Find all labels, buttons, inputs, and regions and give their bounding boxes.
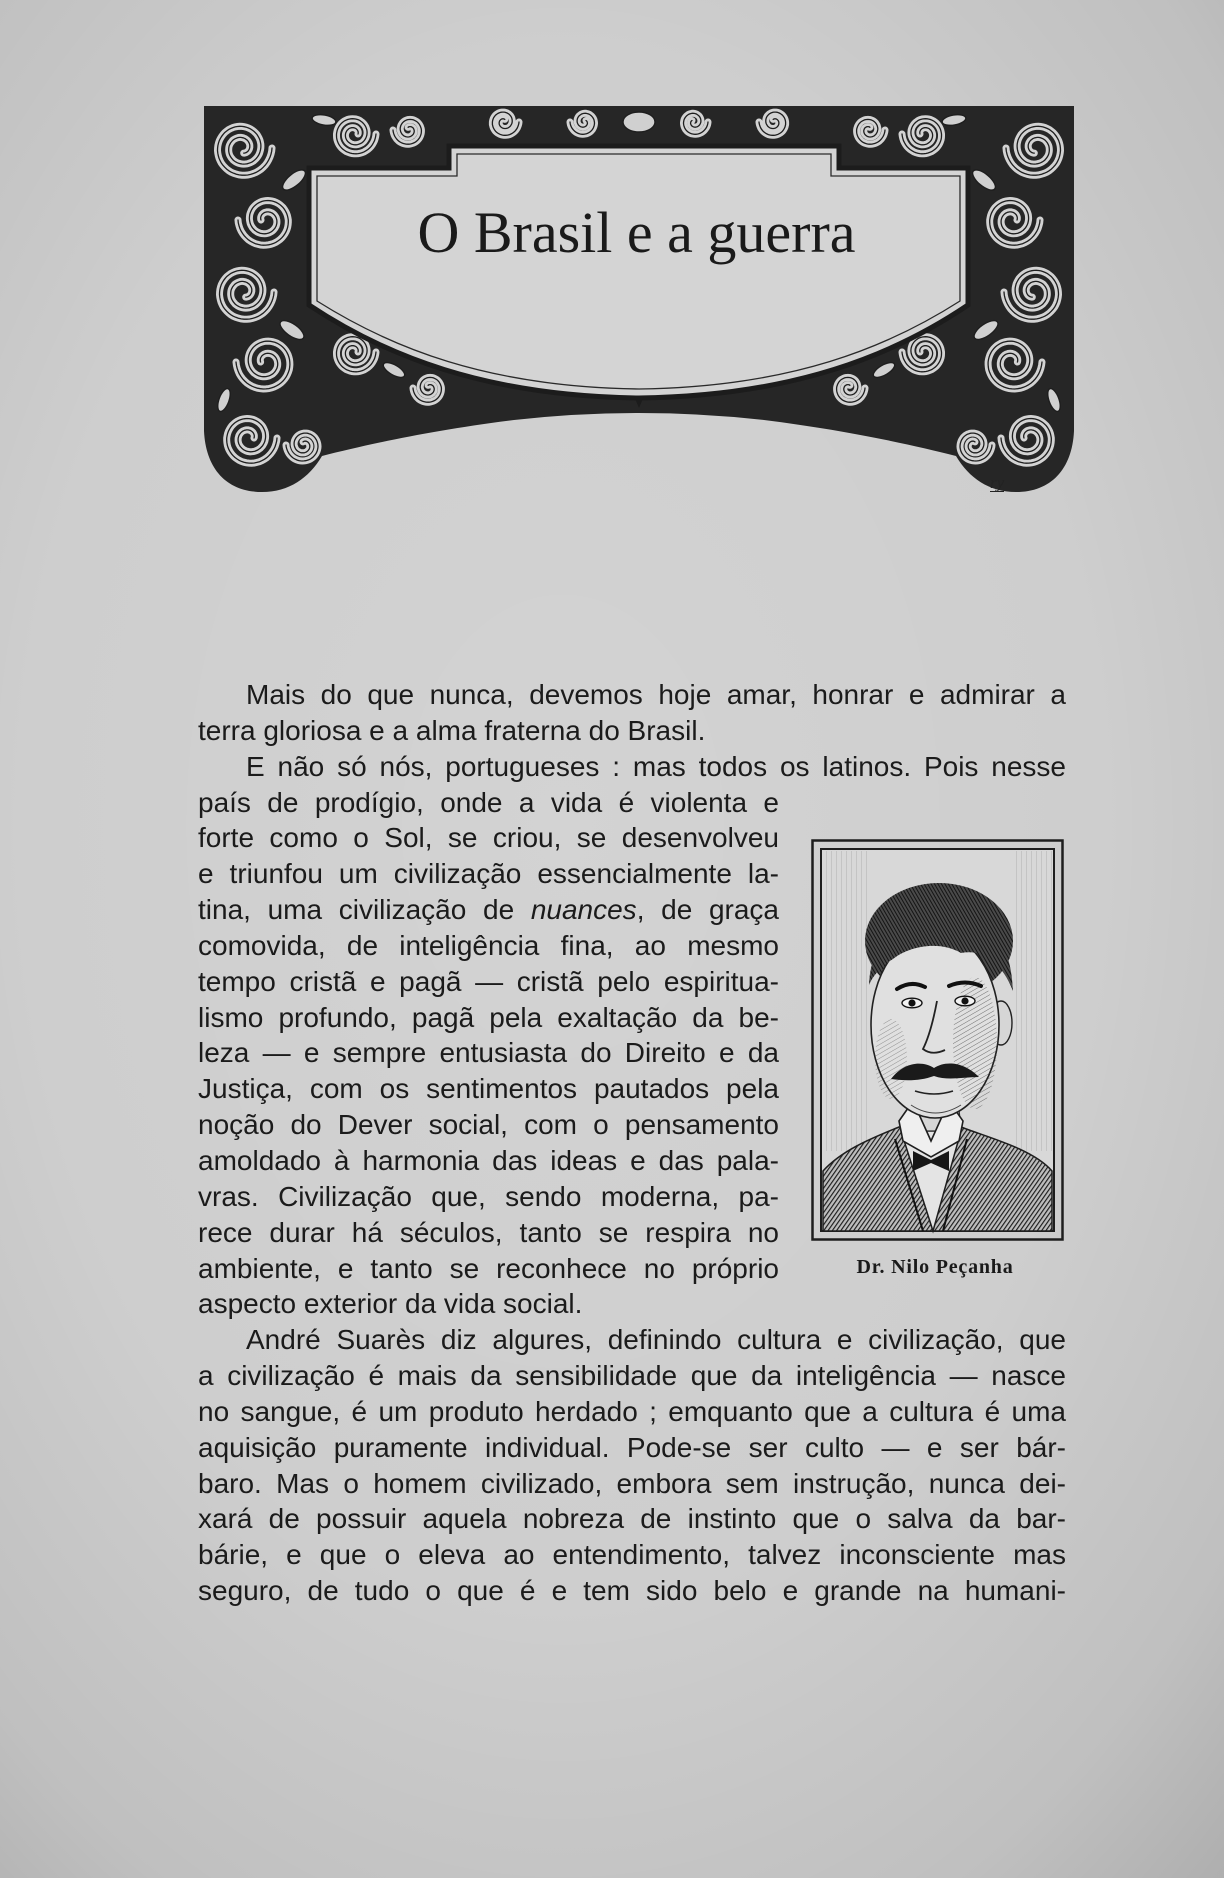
text-line: Mais do que nunca, devemos hoje amar, honrar e admirar a (246, 679, 1066, 710)
portrait-background-hatching (1016, 851, 1052, 1151)
text-line: forte como o Sol, se criou, se desenvolveu (198, 822, 779, 854)
portrait-pupil-left (908, 999, 915, 1006)
text-line: terra gloriosa e a alma fraterna do Brasil. (198, 714, 706, 746)
text-line: amoldado à harmonia das ideas e das pala- (198, 1144, 779, 1176)
leaf-ornament (623, 112, 655, 132)
text-line: seguro, de tudo o que é e tem sido belo e grande na humani- (198, 1575, 1066, 1607)
text-line: lismo profundo, pagã pela exaltação da be- (198, 1001, 779, 1033)
text-line: e triunfou um civilização essencialmente la- (198, 858, 779, 890)
text-line: André Suarès diz algures, definindo cultura e civilização, que (246, 1324, 1066, 1356)
text-line: rece durar há séculos, tanto se respira no (198, 1216, 779, 1248)
page-title: O Brasil e a guerra (417, 200, 856, 265)
text-line: aspecto exterior da vida social. (198, 1288, 583, 1320)
text-segment: , de graça (636, 894, 779, 926)
text-line: a civilização é mais da sensibilidade que da inteligência — nasce (198, 1360, 1066, 1392)
engraver-mark: ry (990, 473, 1005, 492)
text-line: comovida, de inteligência fina, ao mesmo (198, 929, 779, 961)
portrait-pupil-right (961, 997, 968, 1004)
text-line: Justiça, com os sentimentos pautados pela (198, 1073, 779, 1105)
text-line: país de prodígio, onde a vida é violenta e (198, 786, 779, 818)
engraved-portrait-icon (811, 839, 1064, 1241)
text-line: noção do Dever social, com o pensamento (198, 1109, 779, 1141)
portrait-caption: Dr. Nilo Peçanha (856, 1256, 1014, 1278)
text-line: no sangue, é um produto herdado ; emquanto que a cultura é uma (198, 1395, 1066, 1427)
portrait-jaw-shading (875, 1019, 907, 1099)
header-ornament-frame (204, 100, 1074, 495)
text-line: E não só nós, portugueses : mas todos os latinos. Pois nesse (246, 750, 1066, 782)
text-line: ambiente, e tanto se reconhece no próprio (198, 1252, 779, 1284)
text-line (198, 892, 779, 928)
text-line: bárie, e que o eleva ao entendimento, talvez inconsciente mas (198, 1539, 1066, 1571)
text-line: tempo cristã e pagã — cristã pelo espiritua- (198, 965, 779, 997)
portrait-background-hatching (823, 851, 869, 1151)
text-segment: tina, uma civilização de (198, 894, 531, 926)
text-line: baro. Mas o homem civilizado, embora sem instrução, nunca dei- (198, 1467, 1066, 1499)
text-line: vras. Civilização que, sendo moderna, pa- (198, 1180, 779, 1212)
italic-word: nuances (530, 894, 637, 926)
text-line: aquisição puramente individual. Pode-se ser culto — e ser bár- (198, 1431, 1066, 1463)
text-line: leza — e sempre entusiasta do Direito e da (198, 1037, 779, 1069)
text-line: xará de possuir aquela nobreza de instinto que o salva da bar- (198, 1503, 1066, 1535)
